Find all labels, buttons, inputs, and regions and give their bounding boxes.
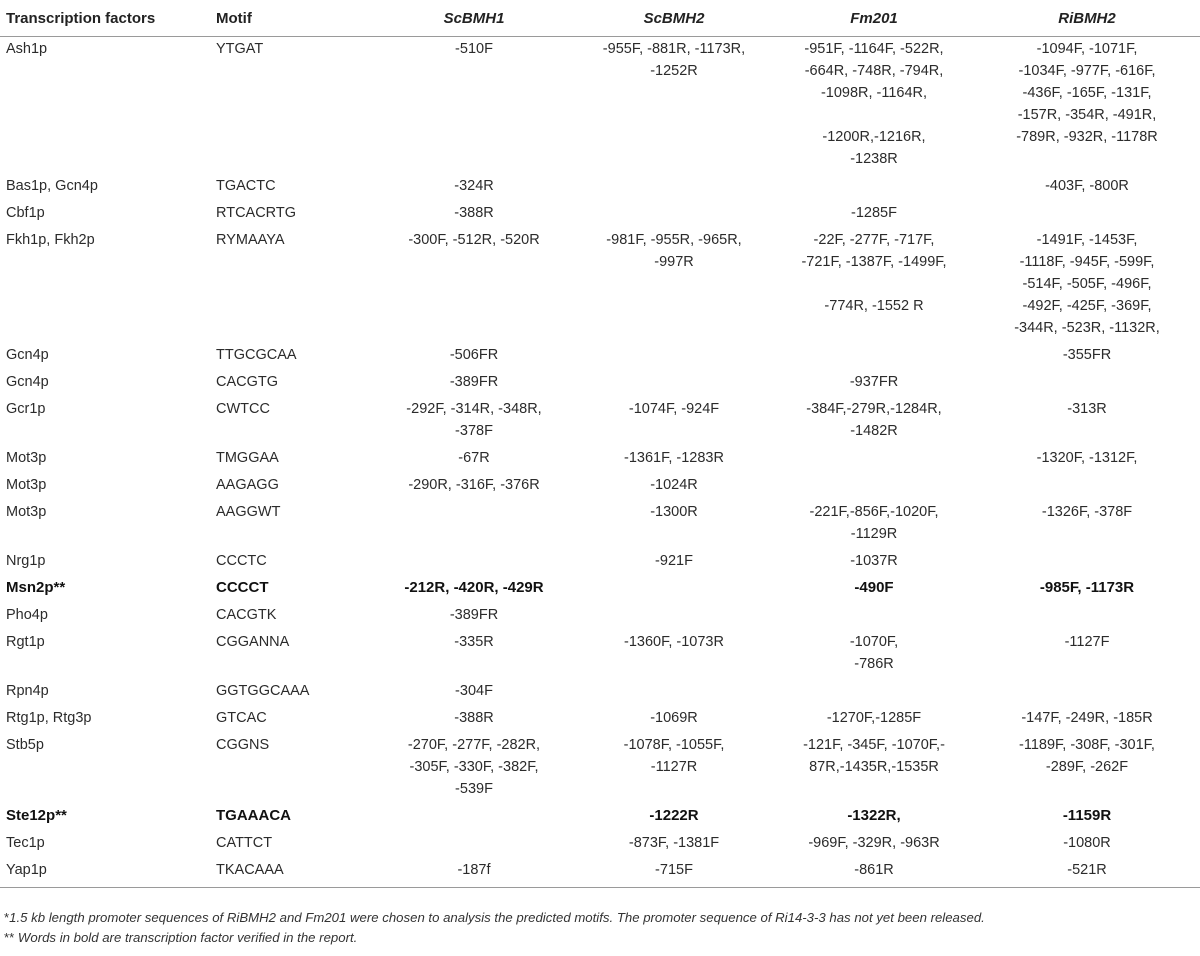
cell-line: -147F, -249R, -185R xyxy=(1021,710,1153,726)
table-row xyxy=(0,174,1200,201)
cell-scbmh2 xyxy=(574,804,774,831)
cell-line: -403F, -800R xyxy=(1045,178,1129,194)
cell-line: -969F, -329R, -963R xyxy=(808,835,940,851)
cell-transcription-factor: Tec1p xyxy=(6,835,45,851)
cell-ribmh2 xyxy=(974,228,1200,343)
cell-line: -290R, -316F, -376R xyxy=(408,477,540,493)
cell-scbmh1 xyxy=(374,473,574,500)
cell-ribmh2 xyxy=(974,473,1200,500)
cell-line: -861R xyxy=(854,862,894,878)
cell-scbmh1 xyxy=(374,630,574,679)
cell-scbmh2 xyxy=(574,630,774,679)
cell-motif: TMGGAA xyxy=(216,450,279,466)
cell-line: -1270F,-1285F xyxy=(826,710,922,726)
header-scbmh2: ScBMH2 xyxy=(574,5,774,37)
table-header-row xyxy=(0,5,1200,37)
cell-transcription-factor: Rgt1p xyxy=(6,634,45,650)
cell-line: -1491F, -1453F, xyxy=(1036,232,1138,248)
table-row xyxy=(0,858,1200,888)
cell-transcription-factor: Msn2p** xyxy=(6,579,66,596)
cell-transcription-factor: Nrg1p xyxy=(6,553,46,569)
cell-scbmh1 xyxy=(374,343,574,370)
header-fm201: Fm201 xyxy=(774,5,974,37)
cell-scbmh1 xyxy=(374,733,574,804)
cell-ribmh2 xyxy=(974,679,1200,706)
cell-transcription-factor: Gcr1p xyxy=(6,401,46,417)
cell-motif: CACGTK xyxy=(216,607,277,623)
cell-transcription-factor: Ash1p xyxy=(6,41,48,57)
cell-scbmh2 xyxy=(574,370,774,397)
cell-scbmh1 xyxy=(374,576,574,603)
cell-transcription-factor: Mot3p xyxy=(6,450,47,466)
cell-line: -981F, -955R, -965R, xyxy=(606,232,742,248)
cell-transcription-factor: Mot3p xyxy=(6,477,47,493)
cell-ribmh2 xyxy=(974,446,1200,473)
cell-line: -1078F, -1055F, xyxy=(623,737,725,753)
cell-ribmh2 xyxy=(974,630,1200,679)
cell-motif: CCCCT xyxy=(216,579,269,596)
cell-scbmh1 xyxy=(374,201,574,228)
cell-scbmh1 xyxy=(374,174,574,201)
cell-line: -335R xyxy=(454,634,494,650)
cell-line: -1069R xyxy=(650,710,698,726)
cell-fm201 xyxy=(774,37,974,175)
cell-ribmh2 xyxy=(974,804,1200,831)
cell-scbmh2 xyxy=(574,343,774,370)
cell-motif: AAGGWT xyxy=(216,504,281,520)
footnote-1 xyxy=(4,908,1196,928)
header-ribmh2: RiBMH2 xyxy=(974,5,1200,37)
cell-motif: AAGAGG xyxy=(216,477,279,493)
cell-line: -490F xyxy=(854,579,894,596)
cell-line: -1189F, -308F, -301F, xyxy=(1019,737,1155,753)
cell-line: -1127F xyxy=(1064,634,1110,650)
header-transcription-factors: Transcription factors xyxy=(0,5,210,37)
cell-scbmh2 xyxy=(574,549,774,576)
cell-scbmh1 xyxy=(374,831,574,858)
header-motif: Motif xyxy=(210,5,374,37)
cell-line: -389FR xyxy=(449,374,499,390)
cell-ribmh2 xyxy=(974,706,1200,733)
cell-line: -389FR xyxy=(449,607,499,623)
cell-line: -292F, -314R, -348R, xyxy=(406,401,542,417)
cell-transcription-factor: Fkh1p, Fkh2p xyxy=(6,232,95,248)
cell-line: -1159R xyxy=(1062,807,1112,824)
cell-scbmh1 xyxy=(374,228,574,343)
cell-scbmh2 xyxy=(574,576,774,603)
cell-ribmh2 xyxy=(974,603,1200,630)
cell-scbmh2 xyxy=(574,397,774,446)
cell-line: -1080R xyxy=(1063,835,1111,851)
cell-line: -1127R xyxy=(650,759,698,775)
cell-line: -1360F, -1073R xyxy=(624,634,724,650)
cell-motif: RTCACRTG xyxy=(216,205,297,221)
cell-line: -157R, -354R, -491R, xyxy=(1017,107,1157,123)
cell-motif: RYMAAYA xyxy=(216,232,285,248)
table-body xyxy=(0,37,1200,888)
cell-line: -1252R xyxy=(650,63,698,79)
cell-line: -388R xyxy=(454,205,494,221)
cell-fm201 xyxy=(774,679,974,706)
cell-scbmh2 xyxy=(574,37,774,175)
cell-fm201 xyxy=(774,804,974,831)
cell-line: -492F, -425F, -369F, xyxy=(1022,298,1152,314)
cell-scbmh1 xyxy=(374,706,574,733)
table-row xyxy=(0,630,1200,679)
cell-line: -289F, -262F xyxy=(1045,759,1129,775)
cell-ribmh2 xyxy=(974,201,1200,228)
table-row xyxy=(0,576,1200,603)
cell-line: -774R, -1552 R xyxy=(824,298,924,314)
cell-line: -664R, -748R, -794R, xyxy=(804,63,944,79)
cell-motif: TGAAACA xyxy=(216,807,291,824)
cell-motif: YTGAT xyxy=(216,41,264,57)
cell-fm201 xyxy=(774,174,974,201)
cell-line: -1222R xyxy=(649,807,699,824)
cell-transcription-factor: Mot3p xyxy=(6,504,47,520)
cell-ribmh2 xyxy=(974,576,1200,603)
cell-line: -715F xyxy=(655,862,693,878)
cell-transcription-factor: Ste12p** xyxy=(6,807,67,824)
cell-line: -997R xyxy=(654,254,694,270)
cell-scbmh2 xyxy=(574,679,774,706)
cell-scbmh1 xyxy=(374,679,574,706)
cell-fm201 xyxy=(774,630,974,679)
cell-line: -1320F, -1312F, xyxy=(1036,450,1138,466)
table-row xyxy=(0,397,1200,446)
cell-line: -539F xyxy=(455,781,493,797)
cell-line: -1098R, -1164R, xyxy=(820,85,928,101)
cell-ribmh2 xyxy=(974,733,1200,804)
table-row xyxy=(0,370,1200,397)
cell-scbmh2 xyxy=(574,201,774,228)
cell-ribmh2 xyxy=(974,343,1200,370)
footnote-2 xyxy=(4,928,1196,948)
cell-scbmh1 xyxy=(374,500,574,549)
cell-motif: GTCAC xyxy=(216,710,267,726)
cell-line: -1024R xyxy=(650,477,698,493)
header-scbmh1: ScBMH1 xyxy=(374,5,574,37)
footnote-mark-1: * xyxy=(4,910,10,925)
cell-line: -1118F, -945F, -599F, xyxy=(1019,254,1155,270)
cell-line: -514F, -505F, -496F, xyxy=(1022,276,1152,292)
cell-line: -270F, -277F, -282R, xyxy=(407,737,541,753)
cell-fm201 xyxy=(774,733,974,804)
cell-line: -384F,-279R,-1284R, xyxy=(806,401,942,417)
cell-line: 87R,-1435R,-1535R xyxy=(809,759,939,775)
cell-transcription-factor: Yap1p xyxy=(0,858,210,888)
cell-line: -212R, -420R, -429R xyxy=(404,579,544,596)
cell-ribmh2 xyxy=(974,858,1200,888)
cell-line: -304F xyxy=(455,683,493,699)
cell-line: -786R xyxy=(854,656,894,672)
table-row xyxy=(0,603,1200,630)
cell-line: -506FR xyxy=(449,347,499,363)
cell-line: -221F,-856F,-1020F, xyxy=(809,504,939,520)
cell-scbmh1 xyxy=(374,370,574,397)
cell-scbmh2 xyxy=(574,473,774,500)
table-row xyxy=(0,37,1200,175)
cell-fm201 xyxy=(774,446,974,473)
cell-scbmh2 xyxy=(574,603,774,630)
cell-scbmh1 xyxy=(374,804,574,831)
cell-line: -521R xyxy=(1067,862,1107,878)
cell-motif: TGACTC xyxy=(216,178,276,194)
cell-scbmh1 xyxy=(374,37,574,175)
cell-transcription-factor: Rtg1p, Rtg3p xyxy=(6,710,92,726)
cell-ribmh2 xyxy=(974,397,1200,446)
cell-motif: GGTGGCAAA xyxy=(216,683,310,699)
cell-scbmh2 xyxy=(574,500,774,549)
cell-scbmh2 xyxy=(574,228,774,343)
cell-ribmh2 xyxy=(974,370,1200,397)
cell-line: -921F xyxy=(655,553,693,569)
cell-line: -1285F xyxy=(851,205,897,221)
table-row xyxy=(0,343,1200,370)
cell-line: -388R xyxy=(454,710,494,726)
cell-motif: TTGCGCAA xyxy=(216,347,297,363)
cell-scbmh1 xyxy=(374,603,574,630)
cell-line: -1074F, -924F xyxy=(628,401,720,417)
cell-line: -1238R xyxy=(850,151,898,167)
cell-line: -22F, -277F, -717F, xyxy=(813,232,935,248)
cell-motif: CACGTG xyxy=(216,374,279,390)
cell-line: -1200R,-1216R, xyxy=(822,129,926,145)
cell-line: -510F xyxy=(455,41,493,57)
cell-line: -436F, -165F, -131F, xyxy=(1022,85,1152,101)
cell-fm201 xyxy=(774,228,974,343)
footnotes xyxy=(4,908,1196,948)
table-row xyxy=(0,549,1200,576)
cell-line: -1037R xyxy=(850,553,898,569)
cell-fm201 xyxy=(774,706,974,733)
cell-ribmh2 xyxy=(974,549,1200,576)
cell-line: -937FR xyxy=(849,374,899,390)
cell-scbmh1 xyxy=(374,446,574,473)
cell-line: -1129R xyxy=(850,526,898,542)
cell-fm201 xyxy=(774,201,974,228)
cell-motif: CWTCC xyxy=(216,401,270,417)
cell-line: -951F, -1164F, -522R, xyxy=(804,41,944,57)
cell-transcription-factor: Pho4p xyxy=(6,607,48,623)
cell-fm201 xyxy=(774,831,974,858)
cell-scbmh2 xyxy=(574,733,774,804)
footnote-text-1: 1.5 kb length promoter sequences of RiBMH2 and Fm201 were chosen to analysis the predicted motifs. The promoter sequence of Ri14-3-3 has not yet been released. xyxy=(9,910,985,925)
cell-line: -121F, -345F, -1070F,- xyxy=(803,737,945,753)
cell-line: -187f xyxy=(457,862,491,878)
cell-line: -378F xyxy=(455,423,493,439)
cell-line: -1070F, xyxy=(849,634,899,650)
cell-scbmh2 xyxy=(574,706,774,733)
cell-line: -1300R xyxy=(650,504,698,520)
table-row xyxy=(0,804,1200,831)
table-row xyxy=(0,831,1200,858)
cell-line: -985F, -1173R xyxy=(1039,579,1135,596)
cell-line: -1361F, -1283R xyxy=(624,450,724,466)
cell-fm201 xyxy=(774,343,974,370)
cell-fm201 xyxy=(774,473,974,500)
table-row xyxy=(0,201,1200,228)
cell-ribmh2 xyxy=(974,500,1200,549)
cell-fm201 xyxy=(774,397,974,446)
cell-fm201 xyxy=(774,576,974,603)
table-row xyxy=(0,706,1200,733)
cell-scbmh2 xyxy=(574,831,774,858)
cell-line: -324R xyxy=(454,178,494,194)
cell-transcription-factor: Cbf1p xyxy=(6,205,45,221)
table-row xyxy=(0,473,1200,500)
footnote-text-2: Words in bold are transcription factor verified in the report. xyxy=(14,930,358,945)
cell-motif: CGGNS xyxy=(216,737,270,753)
cell-scbmh1 xyxy=(374,858,574,888)
cell-line: -1034F, -977F, -616F, xyxy=(1018,63,1156,79)
motif-table xyxy=(0,5,1200,888)
cell-line: -1094F, -1071F, xyxy=(1036,41,1138,57)
table-row xyxy=(0,500,1200,549)
cell-fm201 xyxy=(774,603,974,630)
cell-line: -355FR xyxy=(1062,347,1112,363)
cell-fm201 xyxy=(774,500,974,549)
cell-transcription-factor: Stb5p xyxy=(6,737,44,753)
cell-fm201 xyxy=(774,858,974,888)
table-row xyxy=(0,679,1200,706)
cell-fm201 xyxy=(774,370,974,397)
cell-motif: CATTCT xyxy=(216,835,273,851)
cell-line: -67R xyxy=(458,450,490,466)
cell-scbmh2 xyxy=(574,858,774,888)
cell-line: -789R, -932R, -1178R xyxy=(1016,129,1158,145)
cell-line: -1326F, -378F xyxy=(1041,504,1133,520)
table-row xyxy=(0,733,1200,804)
table-row xyxy=(0,228,1200,343)
cell-line: -344R, -523R, -1132R, xyxy=(1014,320,1160,336)
cell-fm201 xyxy=(774,549,974,576)
cell-scbmh1 xyxy=(374,397,574,446)
footnote-mark-2: ** xyxy=(4,930,15,945)
cell-transcription-factor: Gcn4p xyxy=(6,374,49,390)
table-row xyxy=(0,446,1200,473)
cell-transcription-factor: Rpn4p xyxy=(6,683,49,699)
cell-motif: CGGANNA xyxy=(216,634,290,650)
cell-line: -1322R, xyxy=(847,807,901,824)
cell-ribmh2 xyxy=(974,174,1200,201)
cell-scbmh1 xyxy=(374,549,574,576)
cell-ribmh2 xyxy=(974,37,1200,175)
cell-transcription-factor: Bas1p, Gcn4p xyxy=(6,178,98,194)
cell-transcription-factor: Gcn4p xyxy=(6,347,49,363)
cell-line: -300F, -512R, -520R xyxy=(408,232,540,248)
cell-scbmh2 xyxy=(574,174,774,201)
cell-line: -955F, -881R, -1173R, xyxy=(602,41,746,57)
cell-line: -873F, -1381F xyxy=(628,835,720,851)
cell-line: -305F, -330F, -382F, xyxy=(409,759,539,775)
cell-motif: TKACAAA xyxy=(210,858,374,888)
cell-line: -721F, -1387F, -1499F, xyxy=(801,254,947,270)
cell-motif: CCCTC xyxy=(216,553,267,569)
cell-line: -313R xyxy=(1067,401,1107,417)
cell-line: -1482R xyxy=(850,423,898,439)
cell-ribmh2 xyxy=(974,831,1200,858)
cell-scbmh2 xyxy=(574,446,774,473)
